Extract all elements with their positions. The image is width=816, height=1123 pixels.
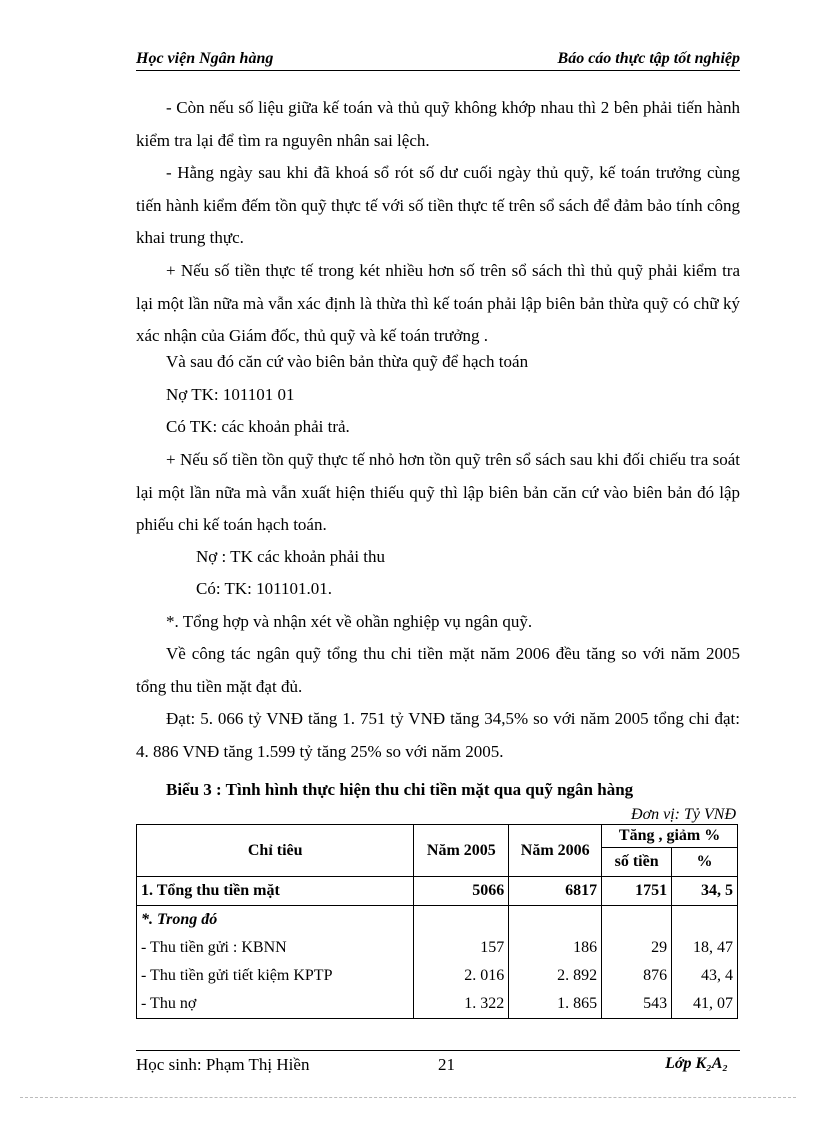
row-percent: 34, 5 (672, 877, 738, 906)
footer-class: Lớp K₂A₂ (665, 1055, 728, 1072)
row-amount: 876 (602, 962, 672, 990)
header-report-title: Báo cáo thực tập tốt nghiệp (557, 50, 740, 67)
header-amount: số tiền (602, 848, 672, 877)
page-divider (20, 1097, 796, 1098)
row-label: - Thu tiền gửi tiết kiệm KPTP (137, 962, 414, 990)
row-2006 (509, 906, 602, 935)
row-2005 (414, 906, 509, 935)
header-institution: Học viện Ngân hàng (136, 50, 274, 67)
paragraph: Có: TK: 101101.01. (196, 579, 333, 598)
table-row (137, 962, 738, 990)
cash-table (136, 824, 738, 1019)
paragraph: Về công tác ngân quỹ tổng thu chi tiền mặt năm 2006 đều tăng so với năm 2005 tổng thu tiền mặt đạt đủ. (136, 644, 740, 696)
table-row (137, 906, 738, 935)
paragraph: + Nếu số tiền thực tế trong két nhiều hơn số trên sổ sách thì thủ quỹ phải kiểm tra lại một lần nữa mà vẫn xác định là thừa thì kế toán phải lập biên bản thừa quỹ có chữ ký xác nhận của Giám đốc, thủ quỹ và kế toán trưởng . (136, 261, 740, 346)
header-criteria: Chỉ tiêu (137, 825, 414, 877)
row-label: - Thu nợ (137, 990, 414, 1019)
row-percent: 18, 47 (672, 934, 738, 962)
table-header-row (137, 825, 738, 848)
row-2005: 5066 (414, 877, 509, 906)
paragraph: Và sau đó căn cứ vào biên bản thừa quỹ để hạch toán (166, 352, 529, 371)
row-2006: 1. 865 (509, 990, 602, 1019)
header-change: Tăng , giảm % (602, 825, 738, 848)
footer-student: Học sinh: Phạm Thị Hiền (136, 1055, 310, 1074)
paragraph: + Nếu số tiền tồn quỹ thực tế nhỏ hơn tồn quỹ trên sổ sách sau khi đối chiếu tra soát lại một lần nữa mà vẫn xuất hiện thiếu quỹ thì lập biên bản căn cứ vào biên bản đó lập phiếu chi kế toán hạch toán. (136, 450, 740, 535)
row-label: 1. Tổng thu tiền mặt (137, 877, 414, 906)
paragraph: Nợ : TK các khoản phải thu (196, 547, 386, 566)
header-year-2006: Năm 2006 (509, 825, 602, 877)
row-percent (672, 906, 738, 935)
row-2006: 2. 892 (509, 962, 602, 990)
row-percent: 43, 4 (672, 962, 738, 990)
row-percent: 41, 07 (672, 990, 738, 1019)
table-title: Biểu 3 : Tình hình thực hiện thu chi tiền mặt qua quỹ ngân hàng (166, 780, 634, 799)
page-header (136, 48, 740, 71)
paragraph: *. Tổng hợp và nhận xét về ohần nghiệp vụ ngân quỹ. (166, 612, 533, 631)
table-unit: Đơn vị: Tỷ VNĐ (631, 806, 736, 823)
row-label: *. Trong đó (137, 906, 414, 935)
row-2005: 1. 322 (414, 990, 509, 1019)
paragraph: Nợ TK: 101101 01 (166, 385, 295, 404)
table-row (137, 877, 738, 906)
row-amount (602, 906, 672, 935)
paragraph: - Hằng ngày sau khi đã khoá sổ rót số dư cuối ngày thủ quỹ, kế toán trưởng cùng tiến hành kiểm đếm tồn quỹ thực tế với số tiền thực tế trên sổ sách để đảm bảo tính công khai trung thực. (136, 163, 740, 248)
row-label: - Thu tiền gửi : KBNN (137, 934, 414, 962)
row-2006: 6817 (509, 877, 602, 906)
header-year-2005: Năm 2005 (414, 825, 509, 877)
table-row (137, 990, 738, 1019)
row-2006: 186 (509, 934, 602, 962)
paragraph: Có TK: các khoản phải trả. (166, 417, 350, 436)
page-footer (136, 1050, 740, 1074)
table-row (137, 934, 738, 962)
row-amount: 543 (602, 990, 672, 1019)
row-2005: 2. 016 (414, 962, 509, 990)
header-percent: % (672, 848, 738, 877)
paragraph: Đạt: 5. 066 tỷ VNĐ tăng 1. 751 tỷ VNĐ tăng 34,5% so với năm 2005 tổng chi đạt: 4. 886 VNĐ tăng 1.599 tỷ tăng 25% so với năm 2005. (136, 709, 740, 761)
row-2005: 157 (414, 934, 509, 962)
row-amount: 29 (602, 934, 672, 962)
row-amount: 1751 (602, 877, 672, 906)
page-number: 21 (438, 1055, 455, 1074)
paragraph: - Còn nếu số liệu giữa kế toán và thủ quỹ không khớp nhau thì 2 bên phải tiến hành kiểm tra lại để tìm ra nguyên nhân sai lệch. (136, 98, 740, 150)
